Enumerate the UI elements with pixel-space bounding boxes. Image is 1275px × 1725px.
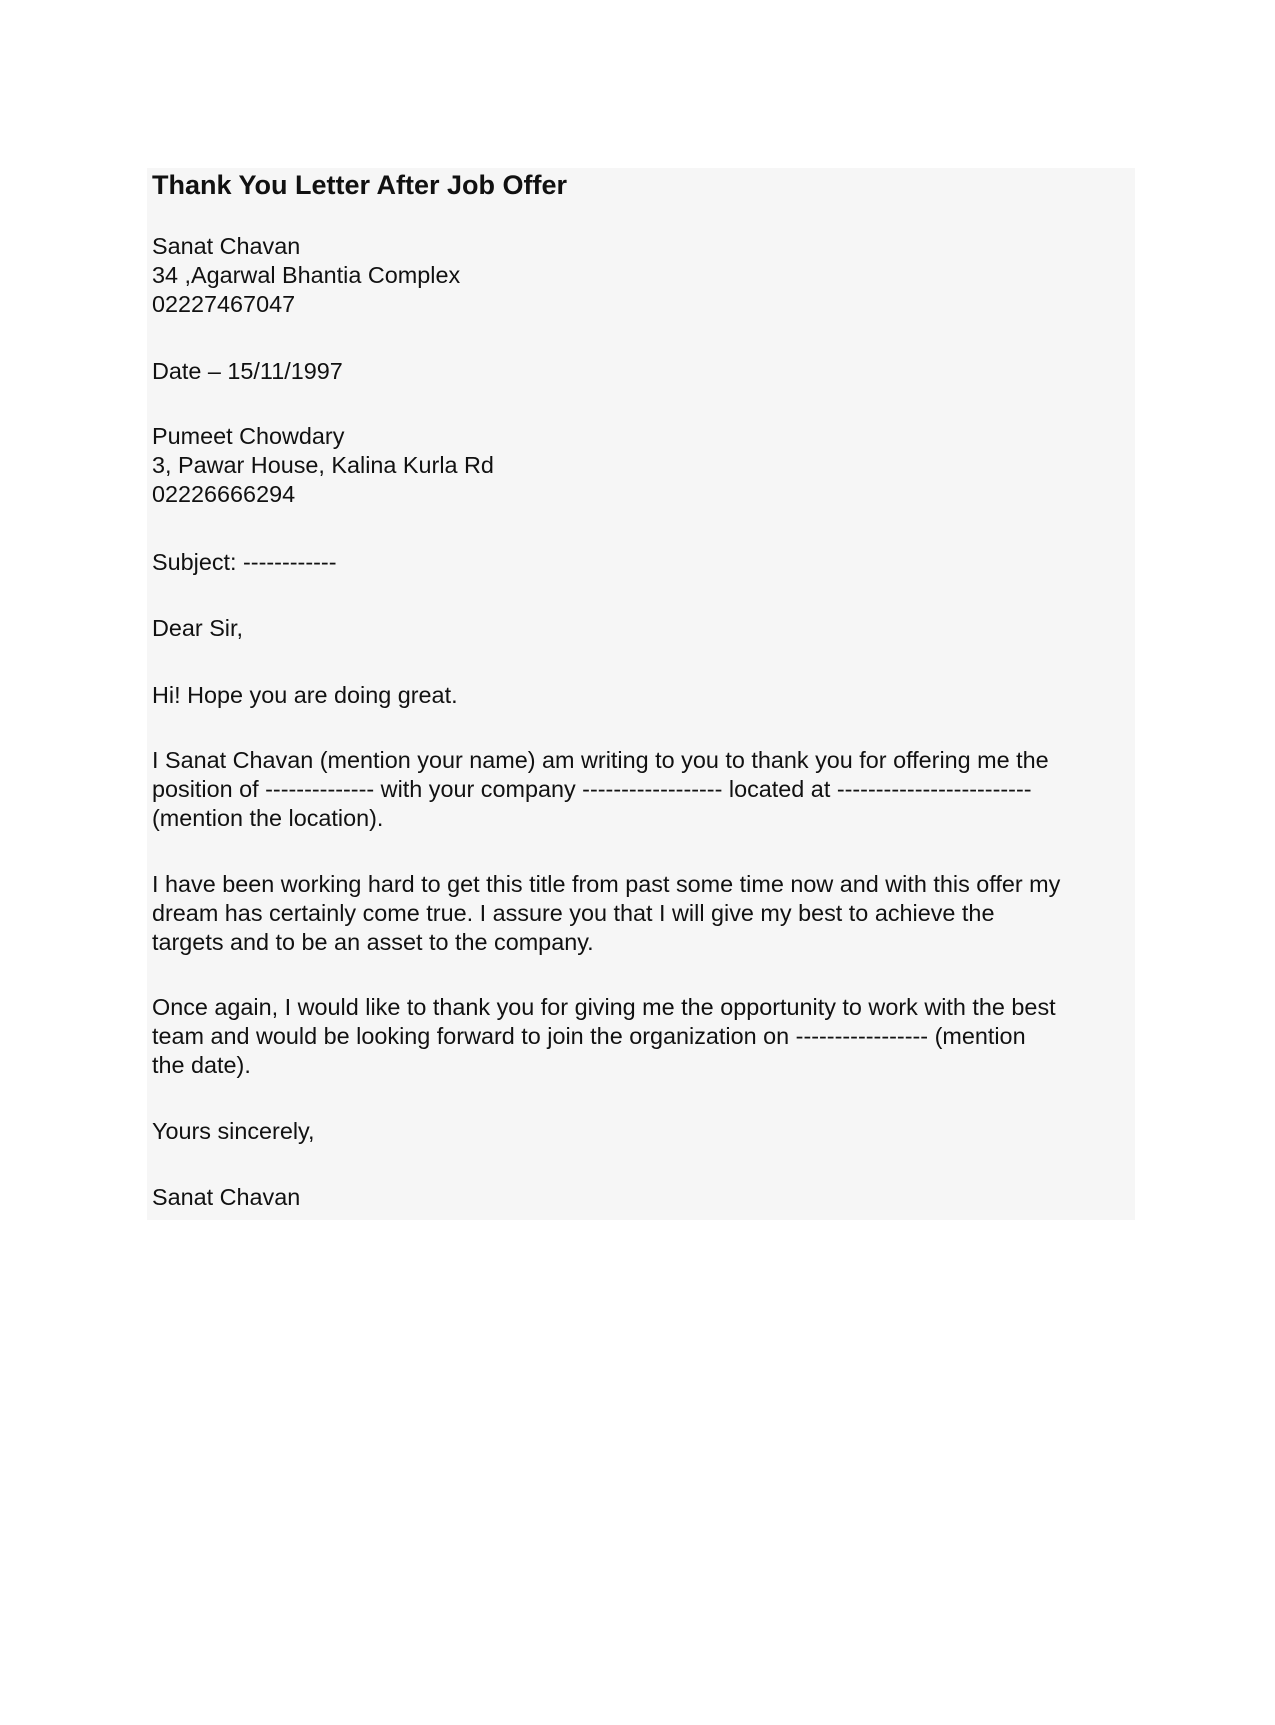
salutation: Dear Sir, bbox=[152, 615, 243, 641]
sender-name: Sanat Chavan bbox=[152, 233, 301, 259]
recipient-block bbox=[152, 422, 1131, 508]
closing-phrase: Yours sincerely, bbox=[152, 1118, 315, 1144]
paragraph-line: targets and to be an asset to the company. bbox=[152, 928, 594, 955]
paragraph-thanks bbox=[152, 746, 1131, 832]
subject-line: Subject: ------------ bbox=[152, 549, 337, 575]
recipient-phone: 02226666294 bbox=[152, 480, 296, 507]
letter-date: Date – 15/11/1997 bbox=[152, 358, 343, 384]
letter-title: Thank You Letter After Job Offer bbox=[152, 170, 568, 200]
paragraph-closing bbox=[152, 993, 1131, 1079]
paragraph-line: I Sanat Chavan (mention your name) am writing to you to thank you for offering me the bbox=[152, 747, 1049, 773]
sender-block bbox=[152, 232, 1131, 318]
paragraph-line: team and would be looking forward to join the organization on ----------------- (mention bbox=[152, 1022, 1026, 1049]
paragraph-line: position of -------------- with your company ------------------ located at ------------------------- bbox=[152, 775, 1032, 802]
paragraph-line: dream has certainly come true. I assure you that I will give my best to achieve the bbox=[152, 899, 995, 926]
greeting: Hi! Hope you are doing great. bbox=[152, 682, 458, 708]
paragraph-line: the date). bbox=[152, 1051, 251, 1078]
paragraph-commitment bbox=[152, 870, 1131, 956]
letter-body bbox=[147, 168, 1135, 1220]
paragraph-line: I have been working hard to get this title from past some time now and with this offer my bbox=[152, 871, 1061, 897]
recipient-address: 3, Pawar House, Kalina Kurla Rd bbox=[152, 451, 494, 478]
recipient-name: Pumeet Chowdary bbox=[152, 423, 345, 449]
sender-address: 34 ,Agarwal Bhantia Complex bbox=[152, 261, 461, 288]
sender-phone: 02227467047 bbox=[152, 290, 296, 317]
paragraph-line: (mention the location). bbox=[152, 804, 384, 831]
signature-name: Sanat Chavan bbox=[152, 1184, 301, 1210]
paragraph-line: Once again, I would like to thank you for giving me the opportunity to work with the best bbox=[152, 994, 1056, 1020]
